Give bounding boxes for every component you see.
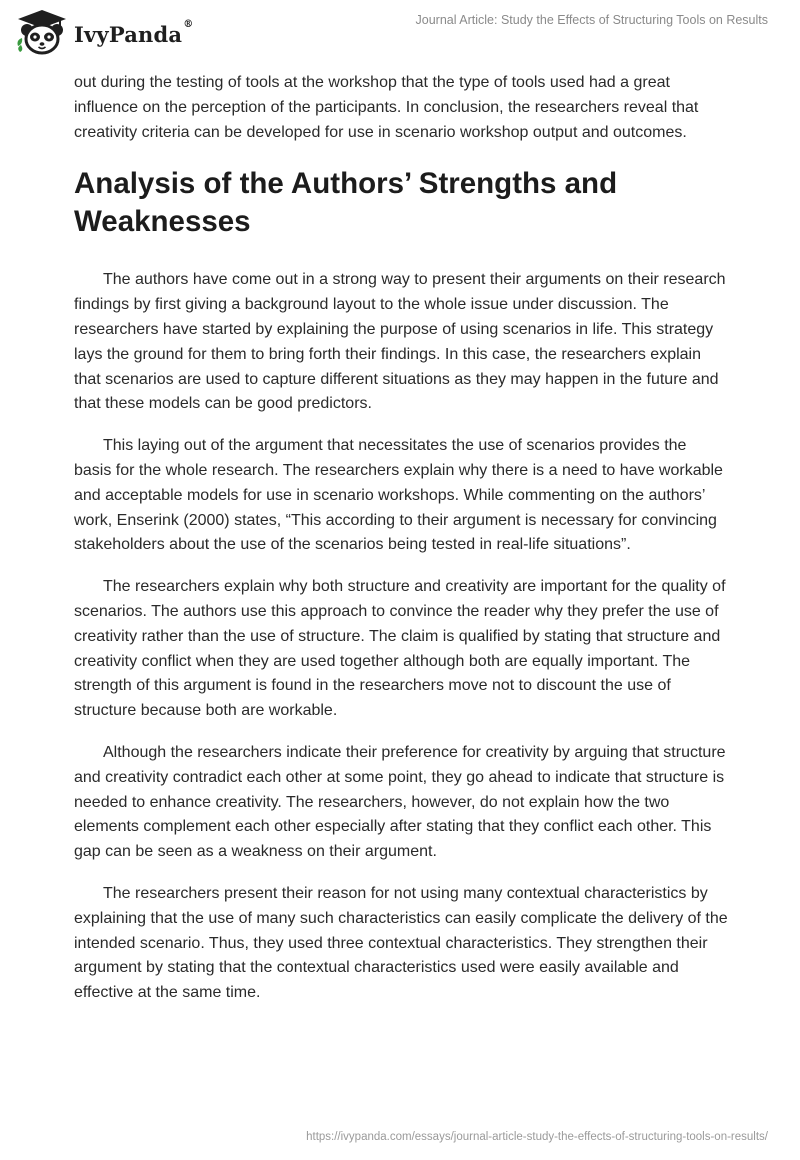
- paragraph: The researchers present their reason for not using many contextual characteristics by explaining that the use of many such characteristics can easily complicate the delivery of the intended scenario. Thus, they used three contextual characteristics. They strengthen their argument by stating that the contextual characteristics used were easily available and effective at the same time.: [74, 884, 728, 1002]
- paragraph: The authors have come out in a strong way to present their arguments on their research findings by first giving a background layout to the whole issue under discussion. The researchers have started by explaining the purpose of using scenarios in life. This strategy lays the ground for them to bring forth their findings. In this case, the researchers explain that scenarios are used to capture different situations as they may happen in the future and that these models can be good predictors.: [74, 271, 726, 413]
- intro-paragraph: out during the testing of tools at the workshop that the type of tools used had a great influence on the perception of the participants. In conclusion, the researchers reveal that creativity criteria can be developed for use in scenario workshop output and outcomes.: [74, 74, 699, 141]
- source-url[interactable]: https://ivypanda.com/essays/journal-article-study-the-effects-of-structuring-tools-on-results/: [306, 1131, 768, 1143]
- ivypanda-logo[interactable]: [14, 8, 193, 56]
- document-title: Journal Article: Study the Effects of Structuring Tools on Results: [415, 13, 768, 27]
- article-body: [74, 71, 728, 1023]
- paragraph: This laying out of the argument that necessitates the use of scenarios provides the basis for the whole research. The researchers explain why there is a need to have workable and acceptable models for use in scenario workshops. While commenting on the authors’ work, Enserink (2000) states, “This according to their argument is necessary for convincing stakeholders about the use of the scenarios being tested in real-life situations”.: [74, 437, 723, 554]
- brand-name: IvyPanda®: [74, 18, 194, 47]
- registered-mark: ®: [183, 18, 194, 30]
- paragraph: The researchers explain why both structure and creativity are important for the quality of scenarios. The authors use this approach to convince the reader why they prefer the use of creativity rather than the use of structure. The claim is qualified by stating that structure and creativity conflict when they are used together although both are equally important. The strength of this argument is found in the researchers move not to discount the use of structure because both are workable.: [74, 578, 726, 720]
- paragraph: Although the researchers indicate their preference for creativity by arguing that structure and creativity contradict each other at some point, they go ahead to indicate that structure is needed to enhance creativity. The researchers, however, do not explain how the two elements complement each other especially after stating that they conflict each other. This gap can be seen as a weakness on their argument.: [74, 743, 726, 861]
- section-heading: Analysis of the Authors’ Strengths and Weaknesses: [74, 167, 618, 239]
- panda-graduate-icon: [14, 8, 70, 56]
- page-header: [0, 0, 800, 64]
